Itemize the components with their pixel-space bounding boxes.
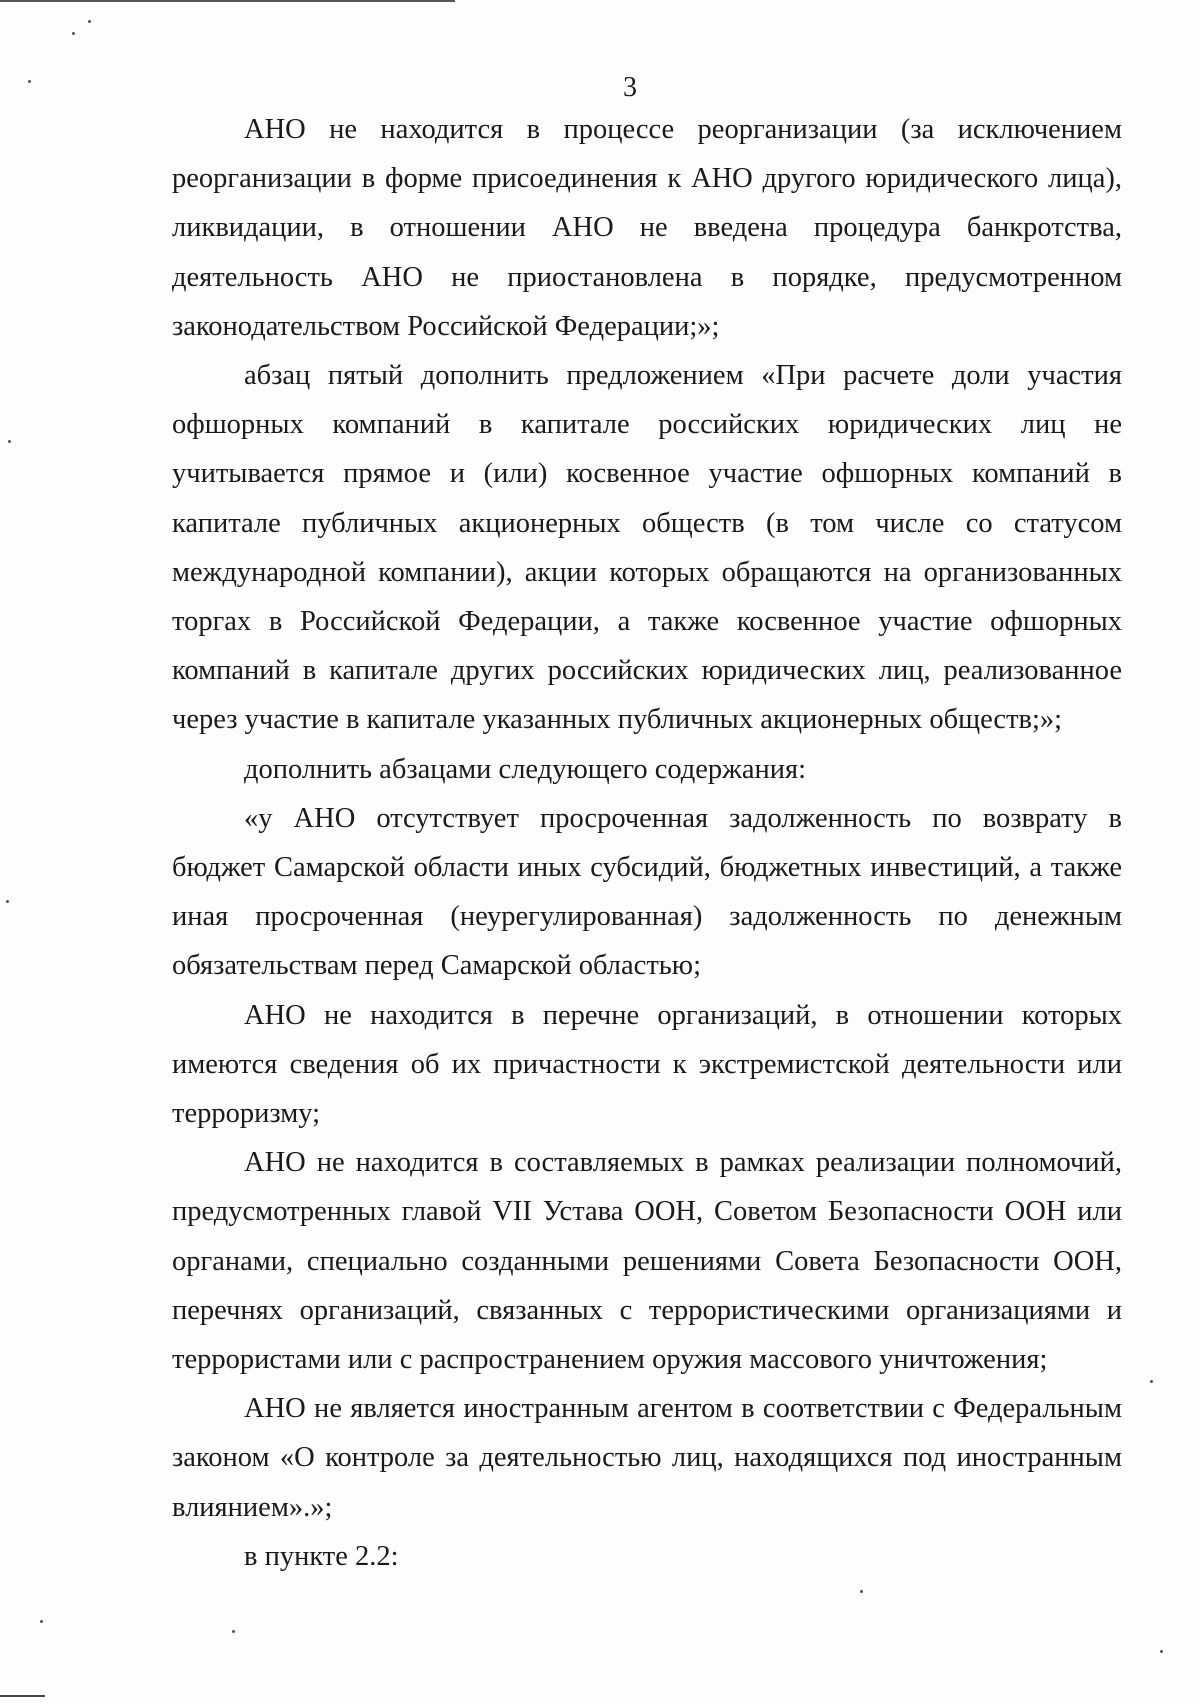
document-body xyxy=(172,105,1122,1581)
scan-speck xyxy=(40,1620,43,1623)
scan-speck xyxy=(1160,1650,1163,1653)
paragraph-extremism-list: АНО не находится в перечне организаций, в отношении которых имеются сведения об их причастности к экстремистской деятельности или терроризму; xyxy=(172,999,1122,1130)
paragraph-reorganization: АНО не находится в процессе реорганизации (за исключением реорганизации в форме присоединения к АНО другого юридического лица), ликвидации, в отношении АНО не введена процедура банкротства, деятельность АНО не приостановлена в порядке, предусмотренном законодательством Российской Федерации;»; xyxy=(172,114,1122,342)
bottom-edge-rule xyxy=(0,1695,45,1697)
scan-speck xyxy=(6,900,9,903)
paragraph-add-clauses: дополнить абзацами следующего содержания: xyxy=(244,753,807,785)
paragraph-foreign-agent: АНО не является иностранным агентом в соответствии с Федеральным законом «О контроле за деятельностью лиц, находящихся под иностранным влиянием».»; xyxy=(172,1393,1122,1523)
scan-speck xyxy=(8,440,11,443)
scan-speck xyxy=(232,1630,235,1633)
scan-speck xyxy=(28,80,31,83)
scan-speck xyxy=(1150,1380,1153,1383)
scan-speck xyxy=(860,1590,863,1593)
paragraph-un-sanctions-list: АНО не находится в составляемых в рамках реализации полномочий, предусмотренных главой VII Устава ООН, Советом Безопасности ООН или органами, специально созданными решениями Совета Безопасности ООН, перечнях организаций, связанных с террористическими организациями и террористами или с распространением оружия массового уничтожения; xyxy=(172,1147,1122,1376)
paragraph-no-overdue-debt: «у АНО отсутствует просроченная задолженность по возврату в бюджет Самарской области иных субсидий, бюджетных инвестиций, а также иная просроченная (неурегулированная) задолженность по денежным обязательствам перед Самарской областью; xyxy=(172,802,1122,982)
paragraph-clause-2-2: в пункте 2.2: xyxy=(244,1540,399,1572)
scan-speck xyxy=(72,32,75,35)
paragraph-offshore-participation: абзац пятый дополнить предложением «При расчете доли участия офшорных компаний в капитале российских юридических лиц не учитывается прямое и (или) косвенное участие офшорных компаний в капитале публичных акционерных обществ (в том числе со статусом международной компании), акции которых обращаются на организованных торгах в Российской Федерации, а также косвенное участие офшорных компаний в капитале других российских юридических лиц, реализованное через участие в капитале указанных публичных акционерных обществ;»; xyxy=(172,360,1122,736)
top-edge-rule xyxy=(0,0,455,2)
page-number: 3 xyxy=(623,72,637,103)
scan-speck xyxy=(88,20,91,23)
